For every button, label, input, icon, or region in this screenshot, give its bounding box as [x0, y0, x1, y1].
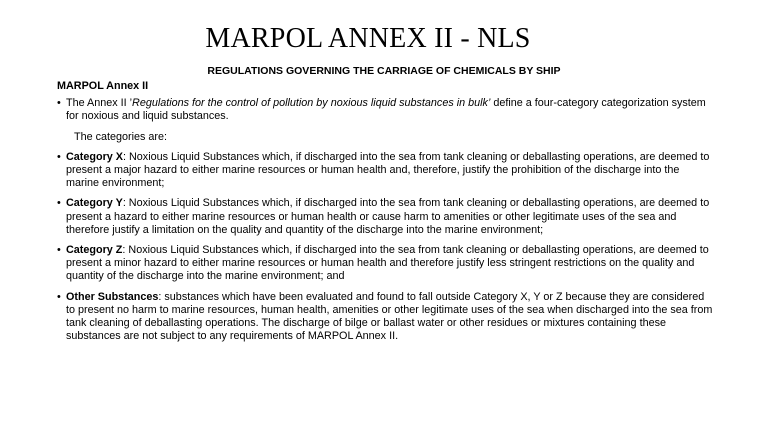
category-text: : Noxious Liquid Substances which, if discharged into the sea from tank cleaning or deballasting operations, are deemed to present a major hazard to either marine resources or human health and, therefore, justify the prohibition of the discharge into the marine environment;	[66, 150, 710, 190]
bullet-icon: •	[57, 244, 61, 257]
category-item	[57, 151, 713, 191]
bullet-icon: •	[57, 197, 61, 210]
slide-title: MARPOL ANNEX II - NLS	[205, 23, 531, 54]
intro-prefix: The Annex II ’	[66, 97, 133, 110]
category-text: : substances which have been evaluated and found to fall outside Category X, Y or Z because they are considered to present no harm to marine resources, human health, amenities or other legitimate uses of the sea when discharged into the sea from tank cleaning of deballasting operations. The discharge of bilge or ballast water or other residues or mixtures containing these substances are not subject to any requirements of MARPOL Annex II.	[66, 290, 713, 343]
bullet-icon: •	[57, 150, 61, 163]
categories-list	[57, 151, 713, 344]
category-item	[57, 291, 713, 344]
bullet-icon: •	[57, 290, 61, 303]
category-label: Category Z	[66, 244, 123, 257]
category-label: Category X	[66, 150, 123, 163]
category-label: Category Y	[66, 197, 123, 210]
category-item	[57, 244, 713, 284]
regulation-title: Regulations for the control of pollution by noxious liquid substances in bulk’	[132, 97, 491, 110]
slide-body	[57, 80, 713, 350]
category-label: Other Substances	[66, 290, 159, 303]
category-text: : Noxious Liquid Substances which, if discharged into the sea from tank cleaning or deballasting operations, are deemed to present a minor hazard to either marine resources or human health and therefore justify less stringent restrictions on the quality and quantity of the discharge into the marine environment; and	[66, 244, 709, 283]
category-item	[57, 197, 713, 237]
intro-item	[57, 97, 713, 123]
category-text: : Noxious Liquid Substances which, if discharged into the sea from tank cleaning or deballasting operations, are deemed to present a hazard to either marine resources or human health or cause harm to amenities or other legitimate uses of the sea and therefore justify a limitation on the quality and quantity of the discharge into the marine environment;	[66, 197, 710, 236]
intro-suffix: define a four-category categorization system for noxious and liquid substances.	[66, 97, 706, 123]
slide-subtitle: REGULATIONS GOVERNING THE CARRIAGE OF CHEMICALS BY SHIP	[207, 65, 561, 77]
intro-list	[57, 97, 713, 123]
categories-intro: The categories are:	[74, 130, 168, 143]
section-heading: MARPOL Annex II	[57, 80, 149, 92]
bullet-icon: •	[57, 97, 61, 110]
